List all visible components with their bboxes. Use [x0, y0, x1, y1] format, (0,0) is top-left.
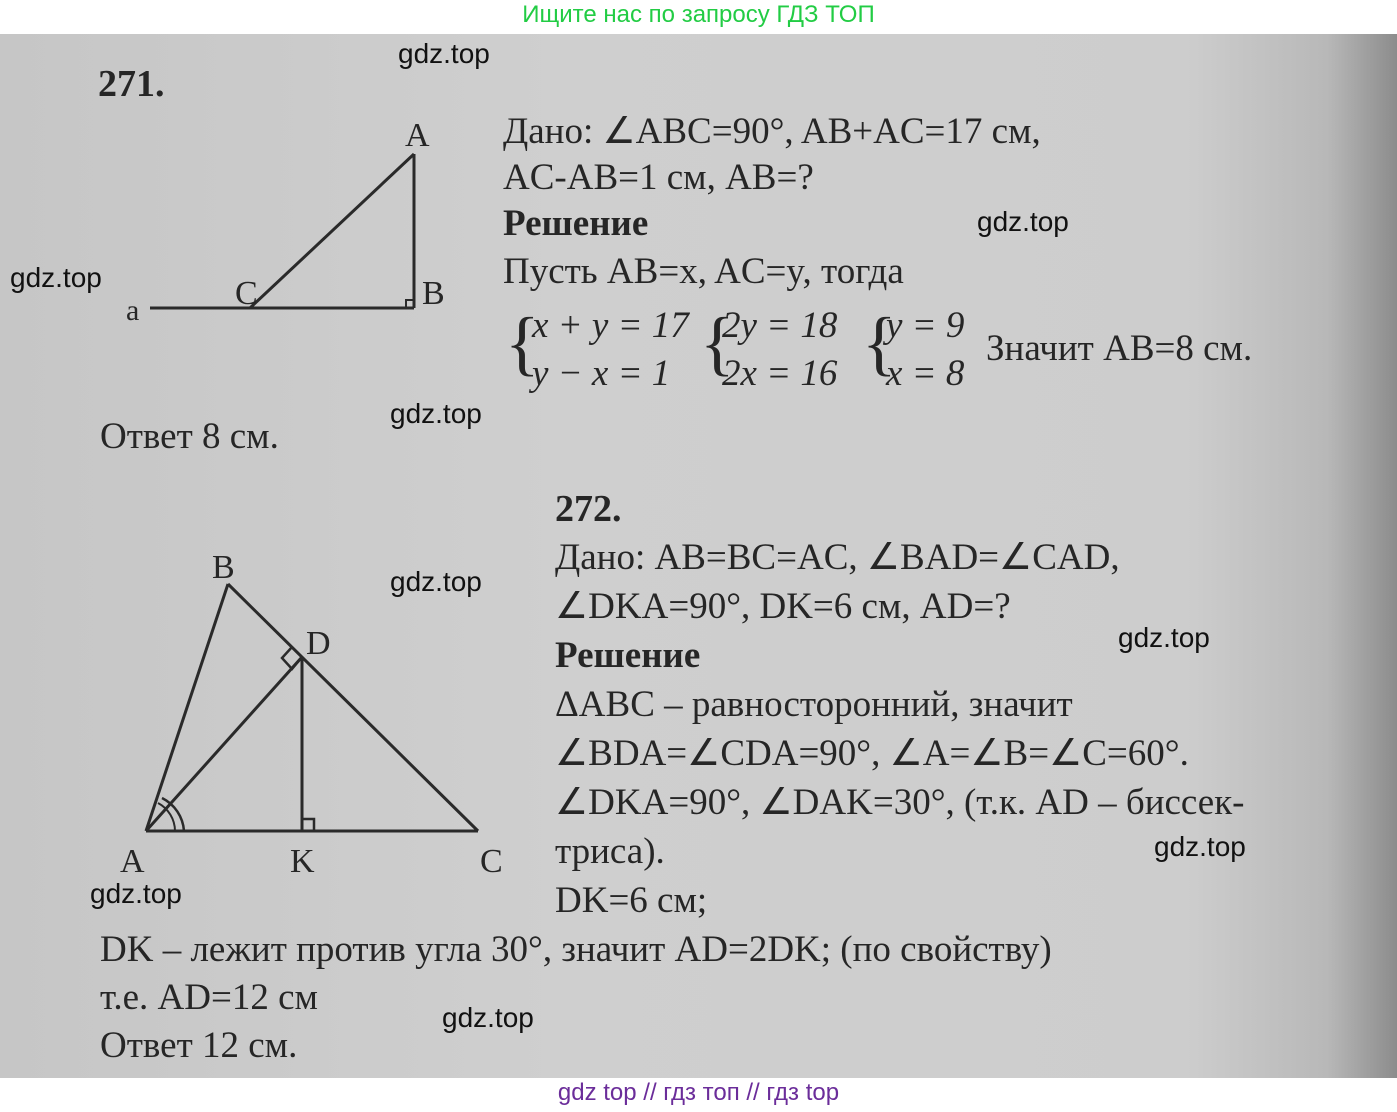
- fig271-label-C: C: [235, 275, 258, 312]
- figure-272-equilateral-triangle: [110, 554, 530, 884]
- top-banner[interactable]: Ищите нас по запросу ГДЗ ТОП: [522, 1, 875, 28]
- p272-line2: ∠BDA=∠CDA=90°, ∠A=∠B=∠C=60°.: [555, 733, 1189, 774]
- watermark: gdz.top: [390, 566, 482, 597]
- brace-1: {: [505, 303, 540, 383]
- p271-let-line: Пусть AB=x, AC=y, тогда: [503, 251, 904, 292]
- fig272-label-D: D: [306, 625, 331, 662]
- watermark: gdz.top: [1118, 622, 1210, 653]
- p272-line1: ΔABC – равносторонний, значит: [555, 684, 1073, 725]
- p271-therefore: Значит AB=8 см.: [986, 328, 1253, 369]
- watermark: gdz.top: [90, 878, 182, 909]
- watermark: gdz.top: [398, 38, 490, 69]
- p271-sys1-a: x + y = 17: [532, 305, 689, 346]
- p272-line7: т.е. AD=12 см: [100, 977, 318, 1018]
- p271-sys3-b: x = 8: [886, 353, 965, 394]
- problem-271-number: 271.: [98, 63, 165, 105]
- watermark: gdz.top: [10, 262, 102, 293]
- fig271-label-B: B: [422, 275, 445, 312]
- watermark: gdz.top: [1154, 831, 1246, 862]
- brace-3: {: [862, 303, 897, 383]
- p271-given-line1: Дано: ∠ABC=90°, AB+AC=17 см,: [503, 111, 1041, 152]
- p272-given-line1: Дано: AB=BC=AC, ∠BAD=∠CAD,: [555, 537, 1120, 578]
- p271-solution-heading: Решение: [503, 203, 649, 244]
- p272-line4: триса).: [555, 831, 665, 872]
- p271-sys1-b: y − x = 1: [532, 353, 671, 394]
- p271-sys2-b: 2x = 16: [722, 353, 838, 394]
- fig271-label-a: a: [126, 294, 140, 327]
- p271-sys2-a: 2y = 18: [722, 305, 838, 346]
- p272-line5: DK=6 см;: [555, 880, 708, 921]
- p271-sys3-a: y = 9: [886, 305, 965, 346]
- watermark: gdz.top: [390, 398, 482, 429]
- bottom-banner[interactable]: gdz top // гдз топ // гдз top: [0, 1078, 1397, 1112]
- watermark: gdz.top: [977, 206, 1069, 237]
- figure-271-right-triangle: [120, 124, 460, 354]
- p272-solution-heading: Решение: [555, 635, 701, 676]
- p272-line3: ∠DKA=90°, ∠DAK=30°, (т.к. AD – биссек-: [555, 782, 1245, 823]
- fig272-label-B: B: [212, 554, 235, 586]
- fig272-label-A: A: [120, 843, 145, 880]
- fig272-label-C: C: [480, 843, 503, 880]
- textbook-page-scan: [0, 34, 1397, 1078]
- problem-272-number: 272.: [555, 488, 622, 530]
- p272-given-line2: ∠DKA=90°, DK=6 см, AD=?: [555, 586, 1011, 627]
- brace-2: {: [700, 303, 735, 383]
- fig272-label-K: K: [290, 843, 315, 880]
- p272-line6: DK – лежит против угла 30°, значит AD=2DK; (по свойству): [100, 929, 1052, 970]
- p271-given-line2: AC-AB=1 см, AB=?: [503, 157, 814, 198]
- p272-answer: Ответ 12 см.: [100, 1025, 298, 1066]
- fig271-label-A: A: [405, 124, 430, 154]
- p271-answer: Ответ 8 см.: [100, 416, 279, 457]
- watermark: gdz.top: [442, 1002, 534, 1033]
